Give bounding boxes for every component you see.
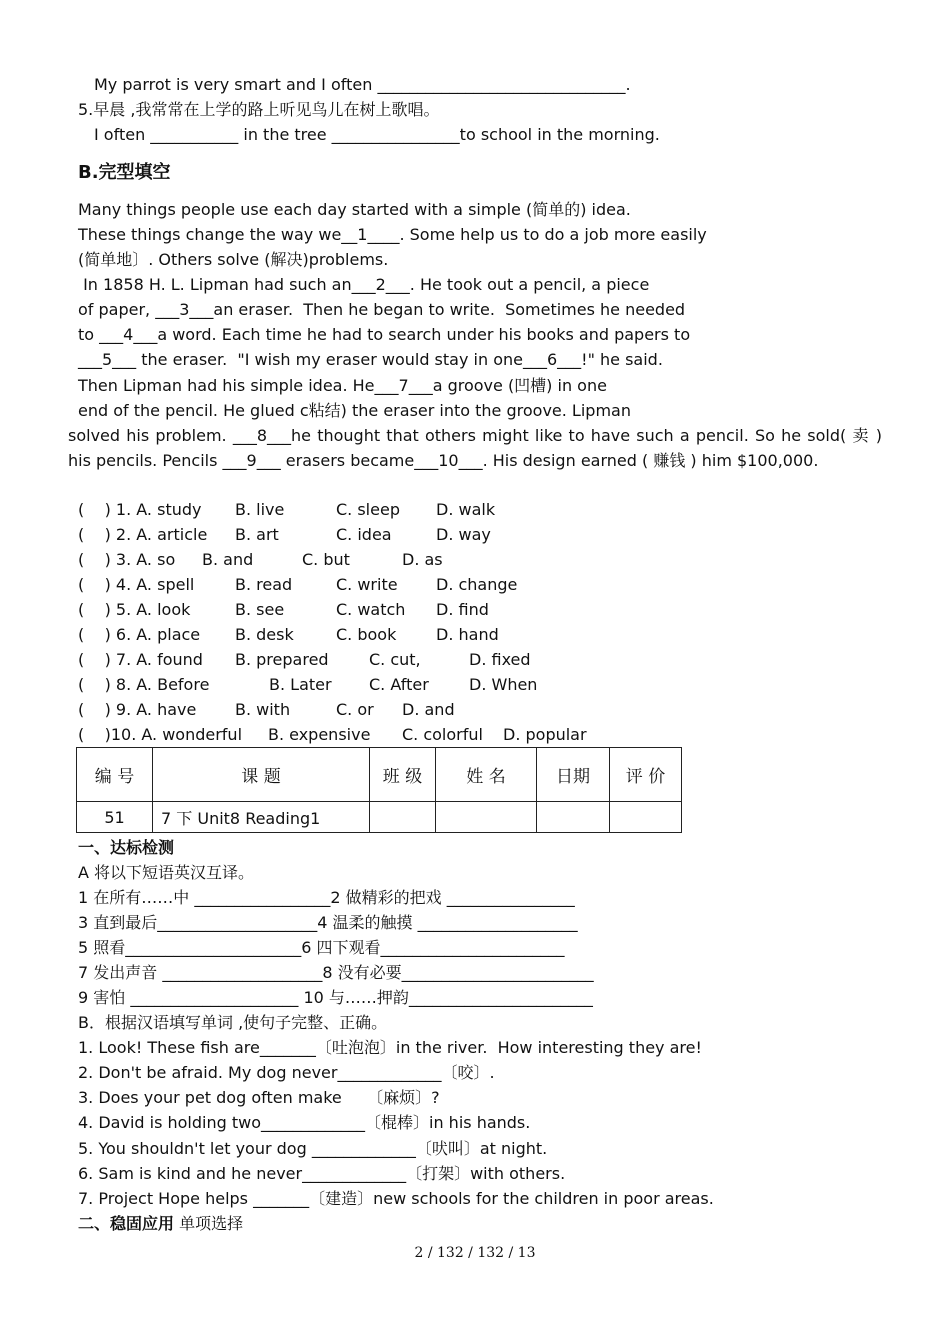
part-2-title: 二、稳固应用 — [78, 1214, 175, 1233]
option-c: C. colorful — [402, 725, 483, 744]
option-d: D. and — [402, 700, 455, 719]
option-d: D. hand — [436, 625, 499, 644]
option-c: C. sleep — [336, 500, 400, 519]
fill-sentence: 1. Look! These fish are_______〔吐泡泡〕in the river. How interesting they are! — [78, 1038, 702, 1057]
item-5-english: I often ___________ in the tree ________________to school in the morning. — [94, 125, 660, 144]
option-c: C. write — [336, 575, 398, 594]
passage-line: end of the pencil. He glued c粘结) the eraser into the groove. Lipman — [78, 401, 631, 420]
option-b: B. and — [202, 550, 254, 569]
option-d: D. change — [436, 575, 518, 594]
option-b: B. Later — [269, 675, 332, 694]
question-6: ( ) 6. A. place — [78, 625, 201, 644]
option-c: C. After — [369, 675, 429, 694]
option-d: D. popular — [503, 725, 587, 744]
option-b: B. read — [235, 575, 293, 594]
header-topic: 课 题 — [153, 748, 370, 802]
phrase-line: 9 害怕 _____________________ 10 与……押韵_______________________ — [78, 988, 593, 1007]
fill-sentence: 2. Don't be afraid. My dog never_____________〔咬〕. — [78, 1063, 495, 1082]
question-5: ( ) 5. A. look — [78, 600, 191, 619]
part-2-heading — [78, 1211, 243, 1236]
option-c: C. or — [336, 700, 374, 719]
option-d: D. way — [436, 525, 491, 544]
header-date: 日期 — [537, 748, 610, 802]
option-b: B. live — [235, 500, 285, 519]
parrot-sentence: My parrot is very smart and I often _______________________________. — [94, 75, 631, 94]
option-d: D. fixed — [469, 650, 531, 669]
lesson-info-table — [76, 747, 682, 833]
option-b: B. prepared — [235, 650, 329, 669]
header-grade: 评 价 — [610, 748, 682, 802]
section-b-title: B.完型填空 — [78, 162, 171, 183]
phrase-line: 7 发出声音 ____________________8 没有必要________________________ — [78, 963, 594, 982]
option-b: B. see — [235, 600, 285, 619]
header-name: 姓 名 — [436, 748, 537, 802]
option-b: B. desk — [235, 625, 294, 644]
passage-line: Many things people use each day started with a simple (简单的) idea. — [78, 200, 631, 219]
question-10: ( )10. A. wonderful — [78, 725, 243, 744]
part-2-subtitle: 单项选择 — [174, 1214, 244, 1233]
passage-line: Then Lipman had his simple idea. He___7___a groove (凹槽) in one — [78, 376, 607, 395]
question-2: ( ) 2. A. article — [78, 525, 208, 544]
passage-line: (简单地〕. Others solve (解决)problems. — [78, 250, 389, 269]
fill-sentence: 3. Does your pet dog often make 〔麻烦〕? — [78, 1088, 440, 1107]
question-8: ( ) 8. A. Before — [78, 675, 210, 694]
option-d: D. When — [469, 675, 538, 694]
cell-topic: 7 下 Unit8 Reading1 — [153, 802, 370, 833]
option-b: B. art — [235, 525, 279, 544]
fill-sentence: 6. Sam is kind and he never_____________〔打架〕with others. — [78, 1164, 566, 1183]
header-number: 编 号 — [77, 748, 153, 802]
part-1-title: 一、达标检测 — [78, 838, 175, 857]
question-9: ( ) 9. A. have — [78, 700, 197, 719]
header-class: 班 级 — [370, 748, 436, 802]
fill-sentence: 5. You shouldn't let your dog _____________〔吠叫〕at night. — [78, 1139, 548, 1158]
fill-sentence: 7. Project Hope helps _______〔建造〕new schools for the children in poor areas. — [78, 1189, 714, 1208]
option-c: C. cut, — [369, 650, 421, 669]
cell-name[interactable] — [436, 802, 537, 833]
passage-line: to ___4___a word. Each time he had to search under his books and papers to — [78, 325, 691, 344]
option-d: D. walk — [436, 500, 496, 519]
fill-sentence: 4. David is holding two_____________〔棍棒〕in his hands. — [78, 1113, 531, 1132]
cell-grade[interactable] — [610, 802, 682, 833]
question-1: ( ) 1. A. study — [78, 500, 202, 519]
option-d: D. as — [402, 550, 443, 569]
passage-line: In 1858 H. L. Lipman had such an___2___. He took out a pencil, a piece — [78, 275, 650, 294]
cell-date[interactable] — [537, 802, 610, 833]
passage-line: ___5___ the eraser. "I wish my eraser would stay in one___6___!" he said. — [78, 350, 663, 369]
phrase-line: 3 直到最后____________________4 温柔的触摸 ____________________ — [78, 913, 578, 932]
passage-justified: solved his problem. ___8___he thought that others might like to have such a pencil. So he sold( 卖 ) his pencils. Pencils ___9___ erasers became___10___. His design earned ( 赚钱 ) him $100,000. — [68, 426, 882, 470]
option-c: C. book — [336, 625, 397, 644]
phrase-line: 5 照看______________________6 四下观看_______________________ — [78, 938, 565, 957]
phrase-line: 1 在所有……中 _________________2 做精彩的把戏 ________________ — [78, 888, 575, 907]
part-1-a-instruction: A 将以下短语英汉互译。 — [78, 863, 255, 882]
option-d: D. find — [436, 600, 489, 619]
option-c: C. but — [302, 550, 350, 569]
option-b: B. with — [235, 700, 291, 719]
option-b: B. expensive — [268, 725, 371, 744]
question-3: ( ) 3. A. so — [78, 550, 176, 569]
question-4: ( ) 4. A. spell — [78, 575, 195, 594]
question-7: ( ) 7. A. found — [78, 650, 203, 669]
part-1-b-instruction: B．根据汉语填写单词 ,使句子完整、正确。 — [78, 1013, 388, 1032]
cell-number: 51 — [77, 802, 153, 833]
page-footer: 2 / 132 / 132 / 13 — [414, 1245, 536, 1261]
cell-class[interactable] — [370, 802, 436, 833]
option-c: C. watch — [336, 600, 406, 619]
option-c: C. idea — [336, 525, 392, 544]
item-5-chinese: 5.早晨 ,我常常在上学的路上听见鸟儿在树上歌唱。 — [78, 100, 440, 119]
passage-line: These things change the way we__1____. Some help us to do a job more easily — [78, 225, 707, 244]
passage-line: of paper, ___3___an eraser. Then he began to write. Sometimes he needed — [78, 300, 686, 319]
